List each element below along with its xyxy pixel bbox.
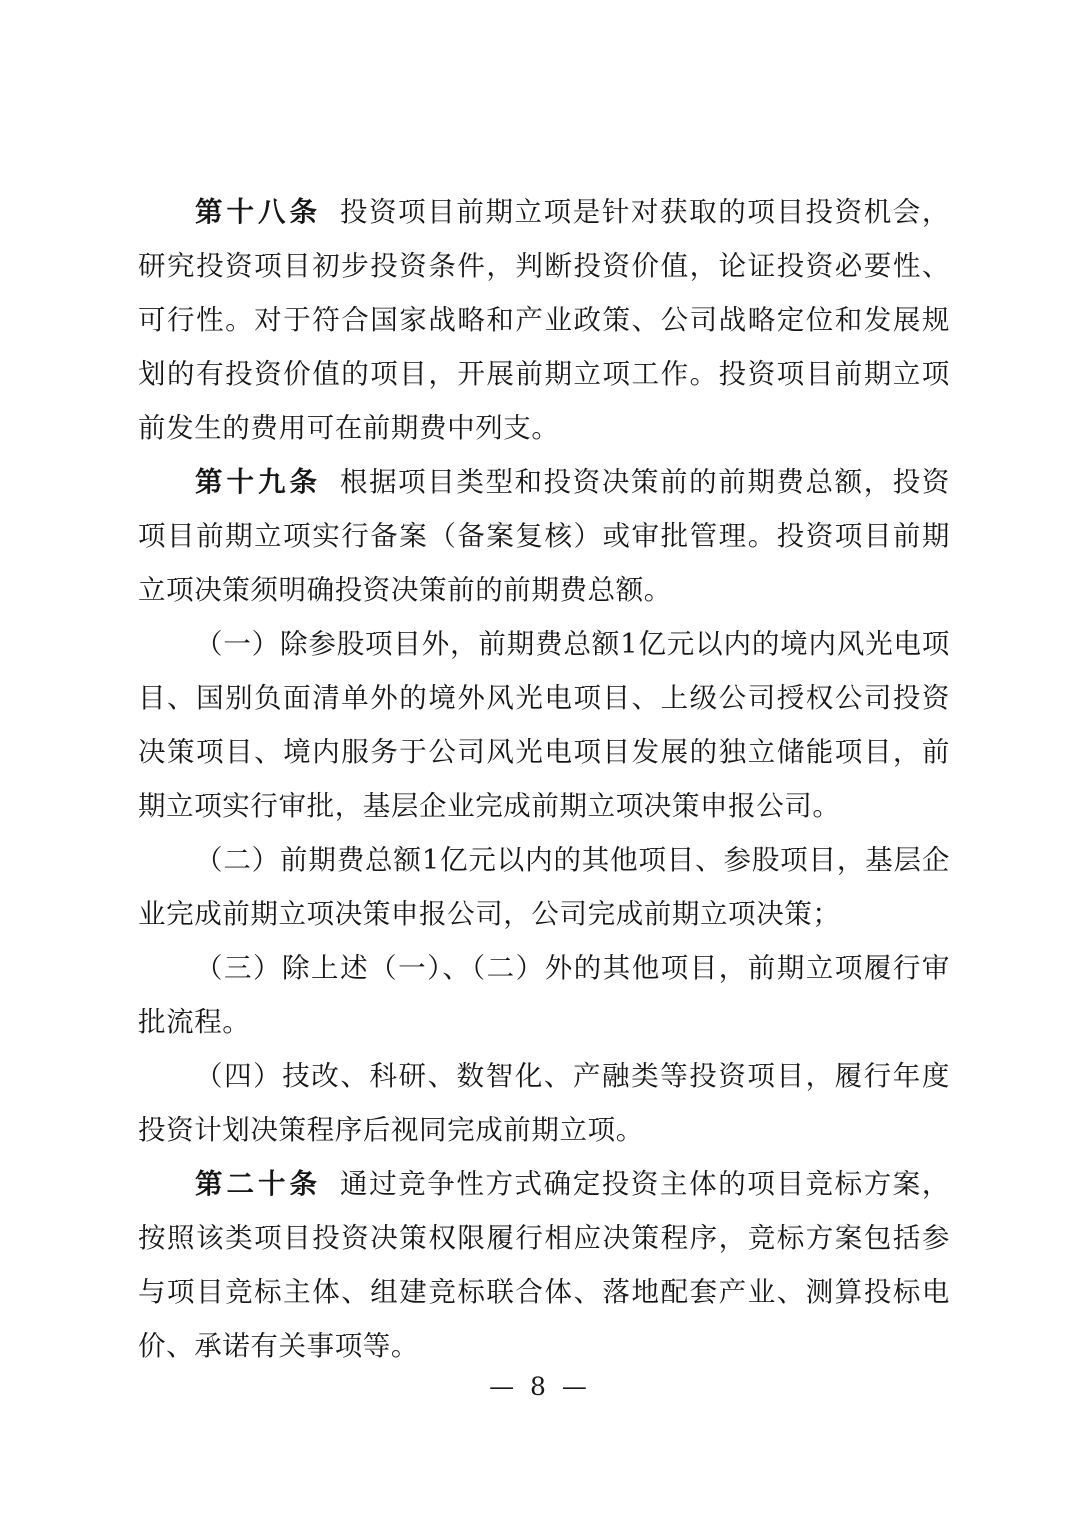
paragraph-text: 根据项目类型和投资决策前的前期费总额，投资项目前期立项实行备案（备案复核）或审批管理。投资项目前期立项决策须明确投资决策前的前期费总额。 (138, 466, 950, 606)
paragraph-item-4 (138, 1049, 950, 1157)
paragraph-text: （一）除参股项目外，前期费总额1亿元以内的境内风光电项目、国别负面清单外的境外风光电项目、上级公司授权公司投资决策项目、境内服务于公司风光电项目发展的独立储能项目，前期立项实行审批，基层企业完成前期立项决策申报公司。 (138, 628, 950, 822)
paragraph-text: （四）技改、科研、数智化、产融类等投资项目，履行年度投资计划决策程序后视同完成前期立项。 (138, 1060, 950, 1146)
paragraph-text: 通过竞争性方式确定投资主体的项目竞标方案，按照该类项目投资决策权限履行相应决策程序，竞标方案包括参与项目竞标主体、组建竞标联合体、落地配套产业、测算投标电价、承诺有关事项等。 (138, 1168, 950, 1362)
paragraph-text: （三）除上述（一）、（二）外的其他项目，前期立项履行审批流程。 (138, 952, 950, 1038)
paragraph-item-3 (138, 941, 950, 1049)
page-number: — 8 — (489, 1372, 591, 1401)
paragraph-text: 投资项目前期立项是针对获取的项目投资机会，研究投资项目初步投资条件，判断投资价值，论证投资必要性、可行性。对于符合国家战略和产业政策、公司战略定位和发展规划的有投资价值的项目，开展前期立项工作。投资项目前期立项前发生的费用可在前期费中列支。 (138, 196, 950, 444)
paragraph-item-2 (138, 833, 950, 941)
paragraph-article-18 (138, 185, 950, 455)
article-heading: 第二十条 (195, 1168, 321, 1200)
paragraph-text: （二）前期费总额1亿元以内的其他项目、参股项目，基层企业完成前期立项决策申报公司，公司完成前期立项决策； (138, 844, 950, 930)
article-heading: 第十八条 (195, 196, 321, 228)
document-body (138, 185, 950, 1373)
paragraph-article-19 (138, 455, 950, 617)
article-heading: 第十九条 (195, 466, 321, 498)
paragraph-item-1 (138, 617, 950, 833)
paragraph-article-20 (138, 1157, 950, 1373)
